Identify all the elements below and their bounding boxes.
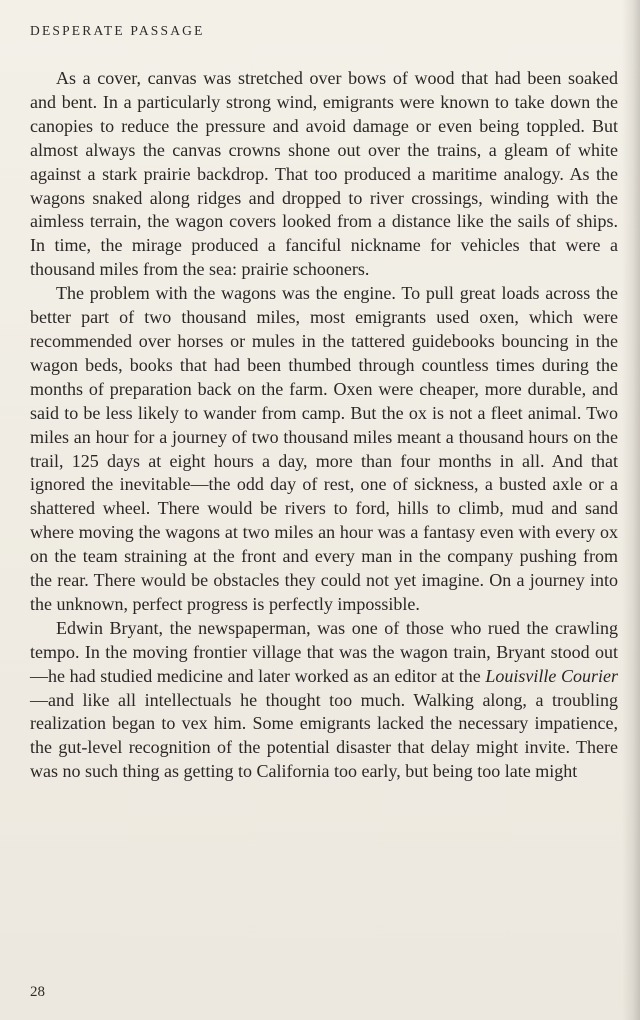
- page-number: 28: [30, 984, 45, 1000]
- running-head: DESPERATE PASSAGE: [30, 23, 205, 38]
- paragraph-3-text-a: Edwin Bryant, the newspaperman, was one of those who rued the crawling tempo. In the moving frontier village that was the wagon train, Bryant stood out—he had studied medicine and later worked as an editor at the: [30, 617, 618, 686]
- paragraph-3-text-b: —and like all intellectuals he thought too much. Walking along, a troubling realization began to vex him. Some emigrants lacked the necessary impatience, the gut-level recognition of the potential disaster that delay might invite. There was no such thing as getting to California too early, but being too late might: [30, 689, 618, 782]
- newspaper-title: Louisville Courier: [485, 665, 618, 686]
- spine-shadow: [622, 0, 640, 1020]
- paragraph-2: The problem with the wagons was the engine. To pull great loads across the better part of two thousand miles, most emigrants used oxen, which were recommended over horses or mules in the tattered guidebooks bouncing in the wagon beds, books that had been thumbed through countless times during the months of preparation back on the farm. Oxen were cheaper, more durable, and said to be less likely to wander from camp. But the ox is not a fleet animal. Two miles an hour for a journey of two thousand miles meant a thousand hours on the trail, 125 days at eight hours a day, more than four months in all. And that ignored the inevitable—the odd day of rest, one of sickness, a busted axle or a shattered wheel. There would be rivers to ford, hills to climb, mud and sand where moving the wagons at two miles an hour was a fantasy even with every ox on the team straining at the front and every man in the company pushing from the rear. There would be obstacles they could not yet imagine. On a journey into the unknown, perfect progress is perfectly impossible.: [30, 283, 618, 614]
- paragraph-3: [30, 617, 618, 784]
- paragraph-1: As a cover, canvas was stretched over bows of wood that had been soaked and bent. In a particularly strong wind, emigrants were known to take down the canopies to reduce the pressure and avoid damage or even being toppled. But almost always the canvas crowns shone out over the trains, a gleam of white against a stark prairie backdrop. That too produced a maritime analogy. As the wagons snaked along ridges and dropped to river crossings, winding with the aimless terrain, the wagon covers looked from a distance like the sails of ships. In time, the mirage produced a fanciful nickname for vehicles that were a thousand miles from the sea: prairie schooners.: [30, 68, 618, 280]
- body-text: [30, 67, 618, 784]
